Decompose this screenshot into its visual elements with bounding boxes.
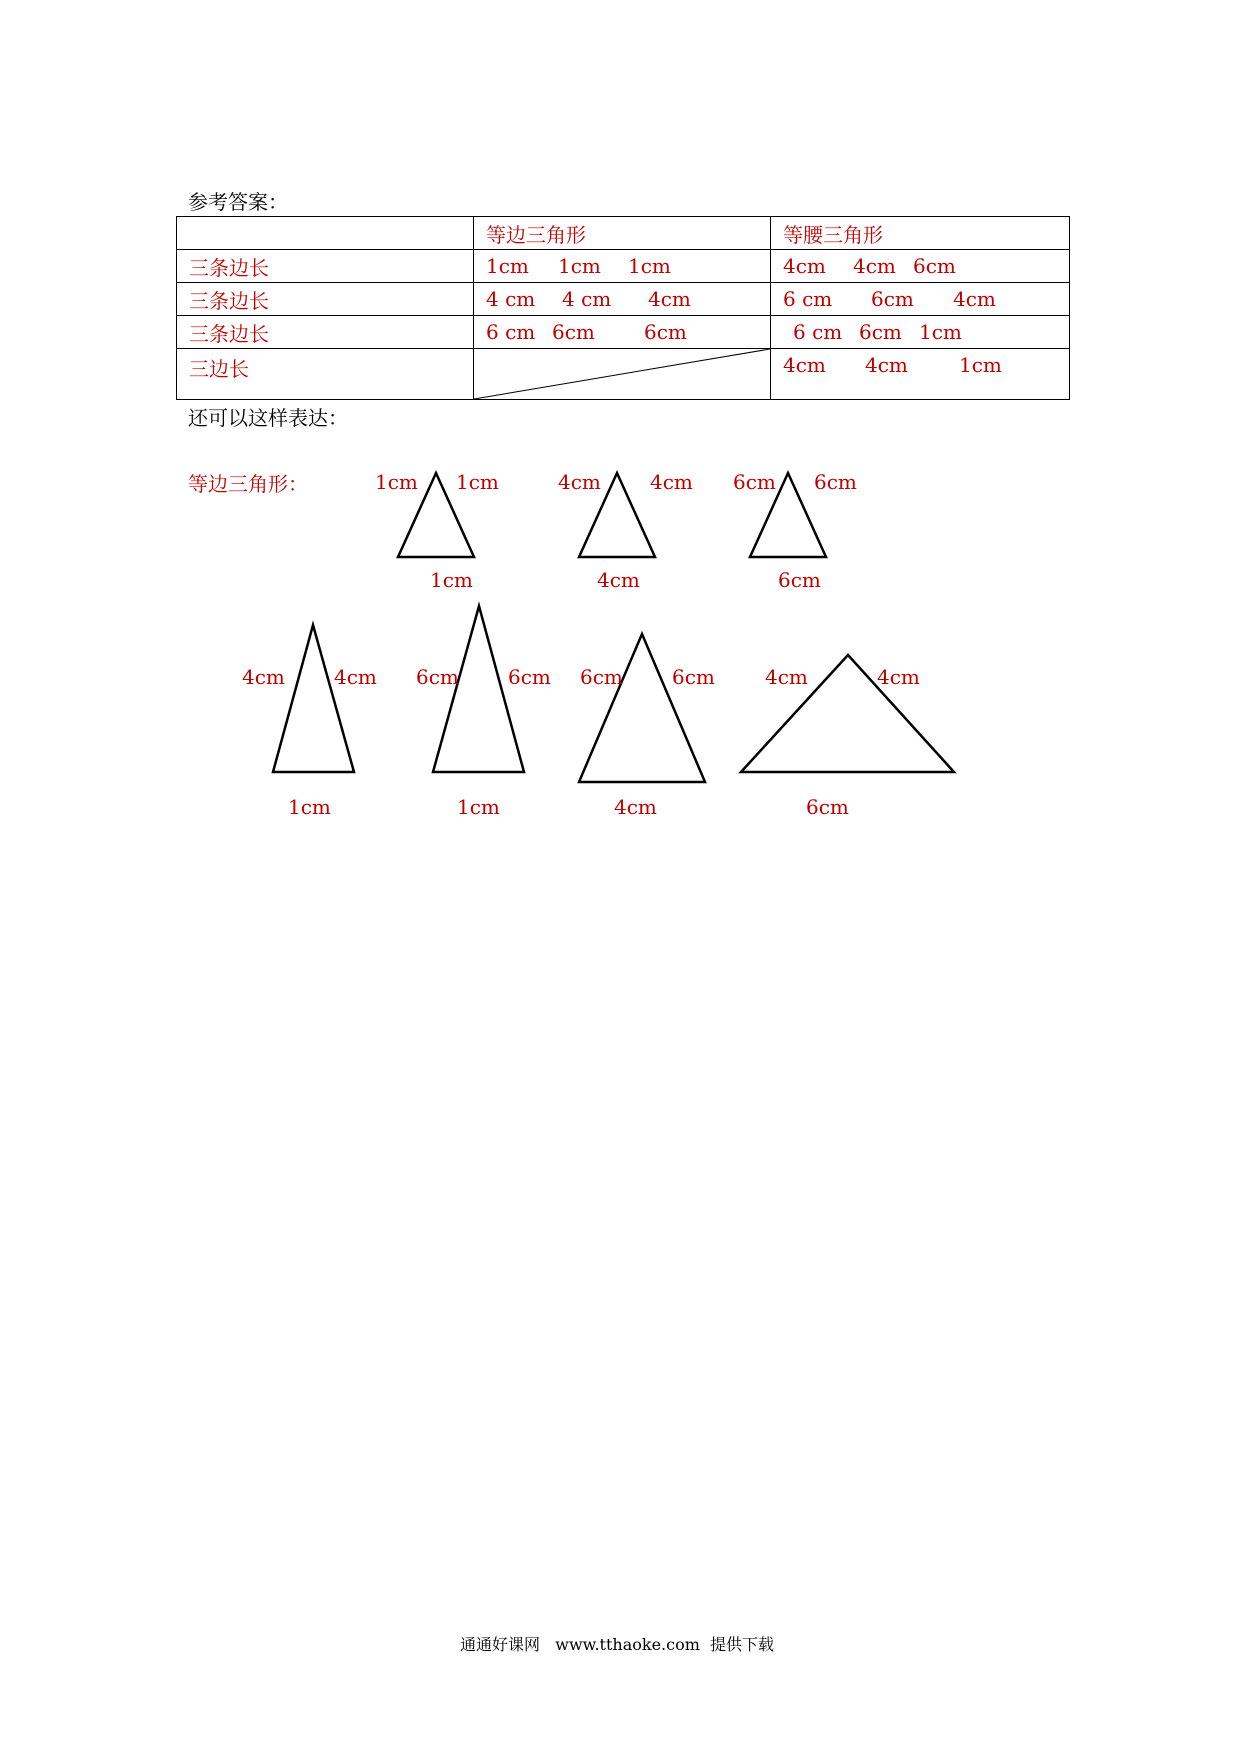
triangle-3-right-label: 6cm	[814, 470, 857, 494]
triangle-7-base-label: 6cm	[806, 795, 849, 819]
triangle-6-right-label: 6cm	[672, 665, 715, 689]
header-equilateral: 等边三角形	[474, 217, 771, 250]
side-value: 1cm	[558, 254, 601, 278]
side-value: 6cm	[913, 254, 956, 278]
triangle-4-left-label: 4cm	[242, 665, 285, 689]
triangle-4	[273, 625, 354, 772]
side-value: 1cm	[628, 254, 671, 278]
triangle-6-base-label: 4cm	[614, 795, 657, 819]
answer-heading: 参考答案：	[188, 190, 288, 214]
triangle-7-left-label: 4cm	[765, 665, 808, 689]
triangle-3-base-label: 6cm	[778, 568, 821, 592]
triangle-2-right-label: 4cm	[650, 470, 693, 494]
triangle-5-right-label: 6cm	[508, 665, 551, 689]
side-value: 4 cm	[562, 287, 612, 311]
side-value: 6cm	[644, 320, 687, 344]
row-label: 三条边长	[177, 283, 474, 316]
triangle-3-left-label: 6cm	[733, 470, 776, 494]
alt-heading: 还可以这样表达：	[188, 406, 348, 430]
triangle-2-base-label: 4cm	[597, 568, 640, 592]
triangle-6	[579, 634, 705, 782]
triangle-2-left-label: 4cm	[558, 470, 601, 494]
side-value: 6cm	[552, 320, 595, 344]
side-value: 6cm	[871, 287, 914, 311]
side-value: 6cm	[859, 320, 902, 344]
side-value: 4 cm	[486, 287, 536, 311]
side-value: 4cm	[648, 287, 691, 311]
side-value: 4cm	[783, 353, 826, 377]
footer-text: 通通好课网 www.tthaoke.com 提供下载	[460, 1635, 775, 1654]
triangle-5	[433, 606, 524, 772]
side-value: 6 cm	[486, 320, 536, 344]
triangle-5-left-label: 6cm	[416, 665, 459, 689]
side-value: 1cm	[919, 320, 962, 344]
equilateral-label: 等边三角形：	[188, 472, 308, 496]
side-value: 4cm	[853, 254, 896, 278]
side-value: 4cm	[953, 287, 996, 311]
triangle-1-base-label: 1cm	[430, 568, 473, 592]
side-value: 1cm	[959, 353, 1002, 377]
row-label: 三条边长	[177, 316, 474, 349]
side-value: 4cm	[865, 353, 908, 377]
triangle-1-left-label: 1cm	[375, 470, 418, 494]
triangle-7-right-label: 4cm	[877, 665, 920, 689]
triangle-6-left-label: 6cm	[580, 665, 623, 689]
row-label: 三条边长	[177, 250, 474, 283]
side-value: 4cm	[783, 254, 826, 278]
side-value: 6 cm	[793, 320, 843, 344]
row-label: 三边长	[177, 349, 474, 400]
side-value: 1cm	[486, 254, 529, 278]
triangle-4-base-label: 1cm	[288, 795, 331, 819]
triangle-4-right-label: 4cm	[334, 665, 377, 689]
header-isosceles: 等腰三角形	[771, 217, 1070, 250]
side-value: 6 cm	[783, 287, 833, 311]
triangle-5-base-label: 1cm	[457, 795, 500, 819]
triangle-1-right-label: 1cm	[456, 470, 499, 494]
